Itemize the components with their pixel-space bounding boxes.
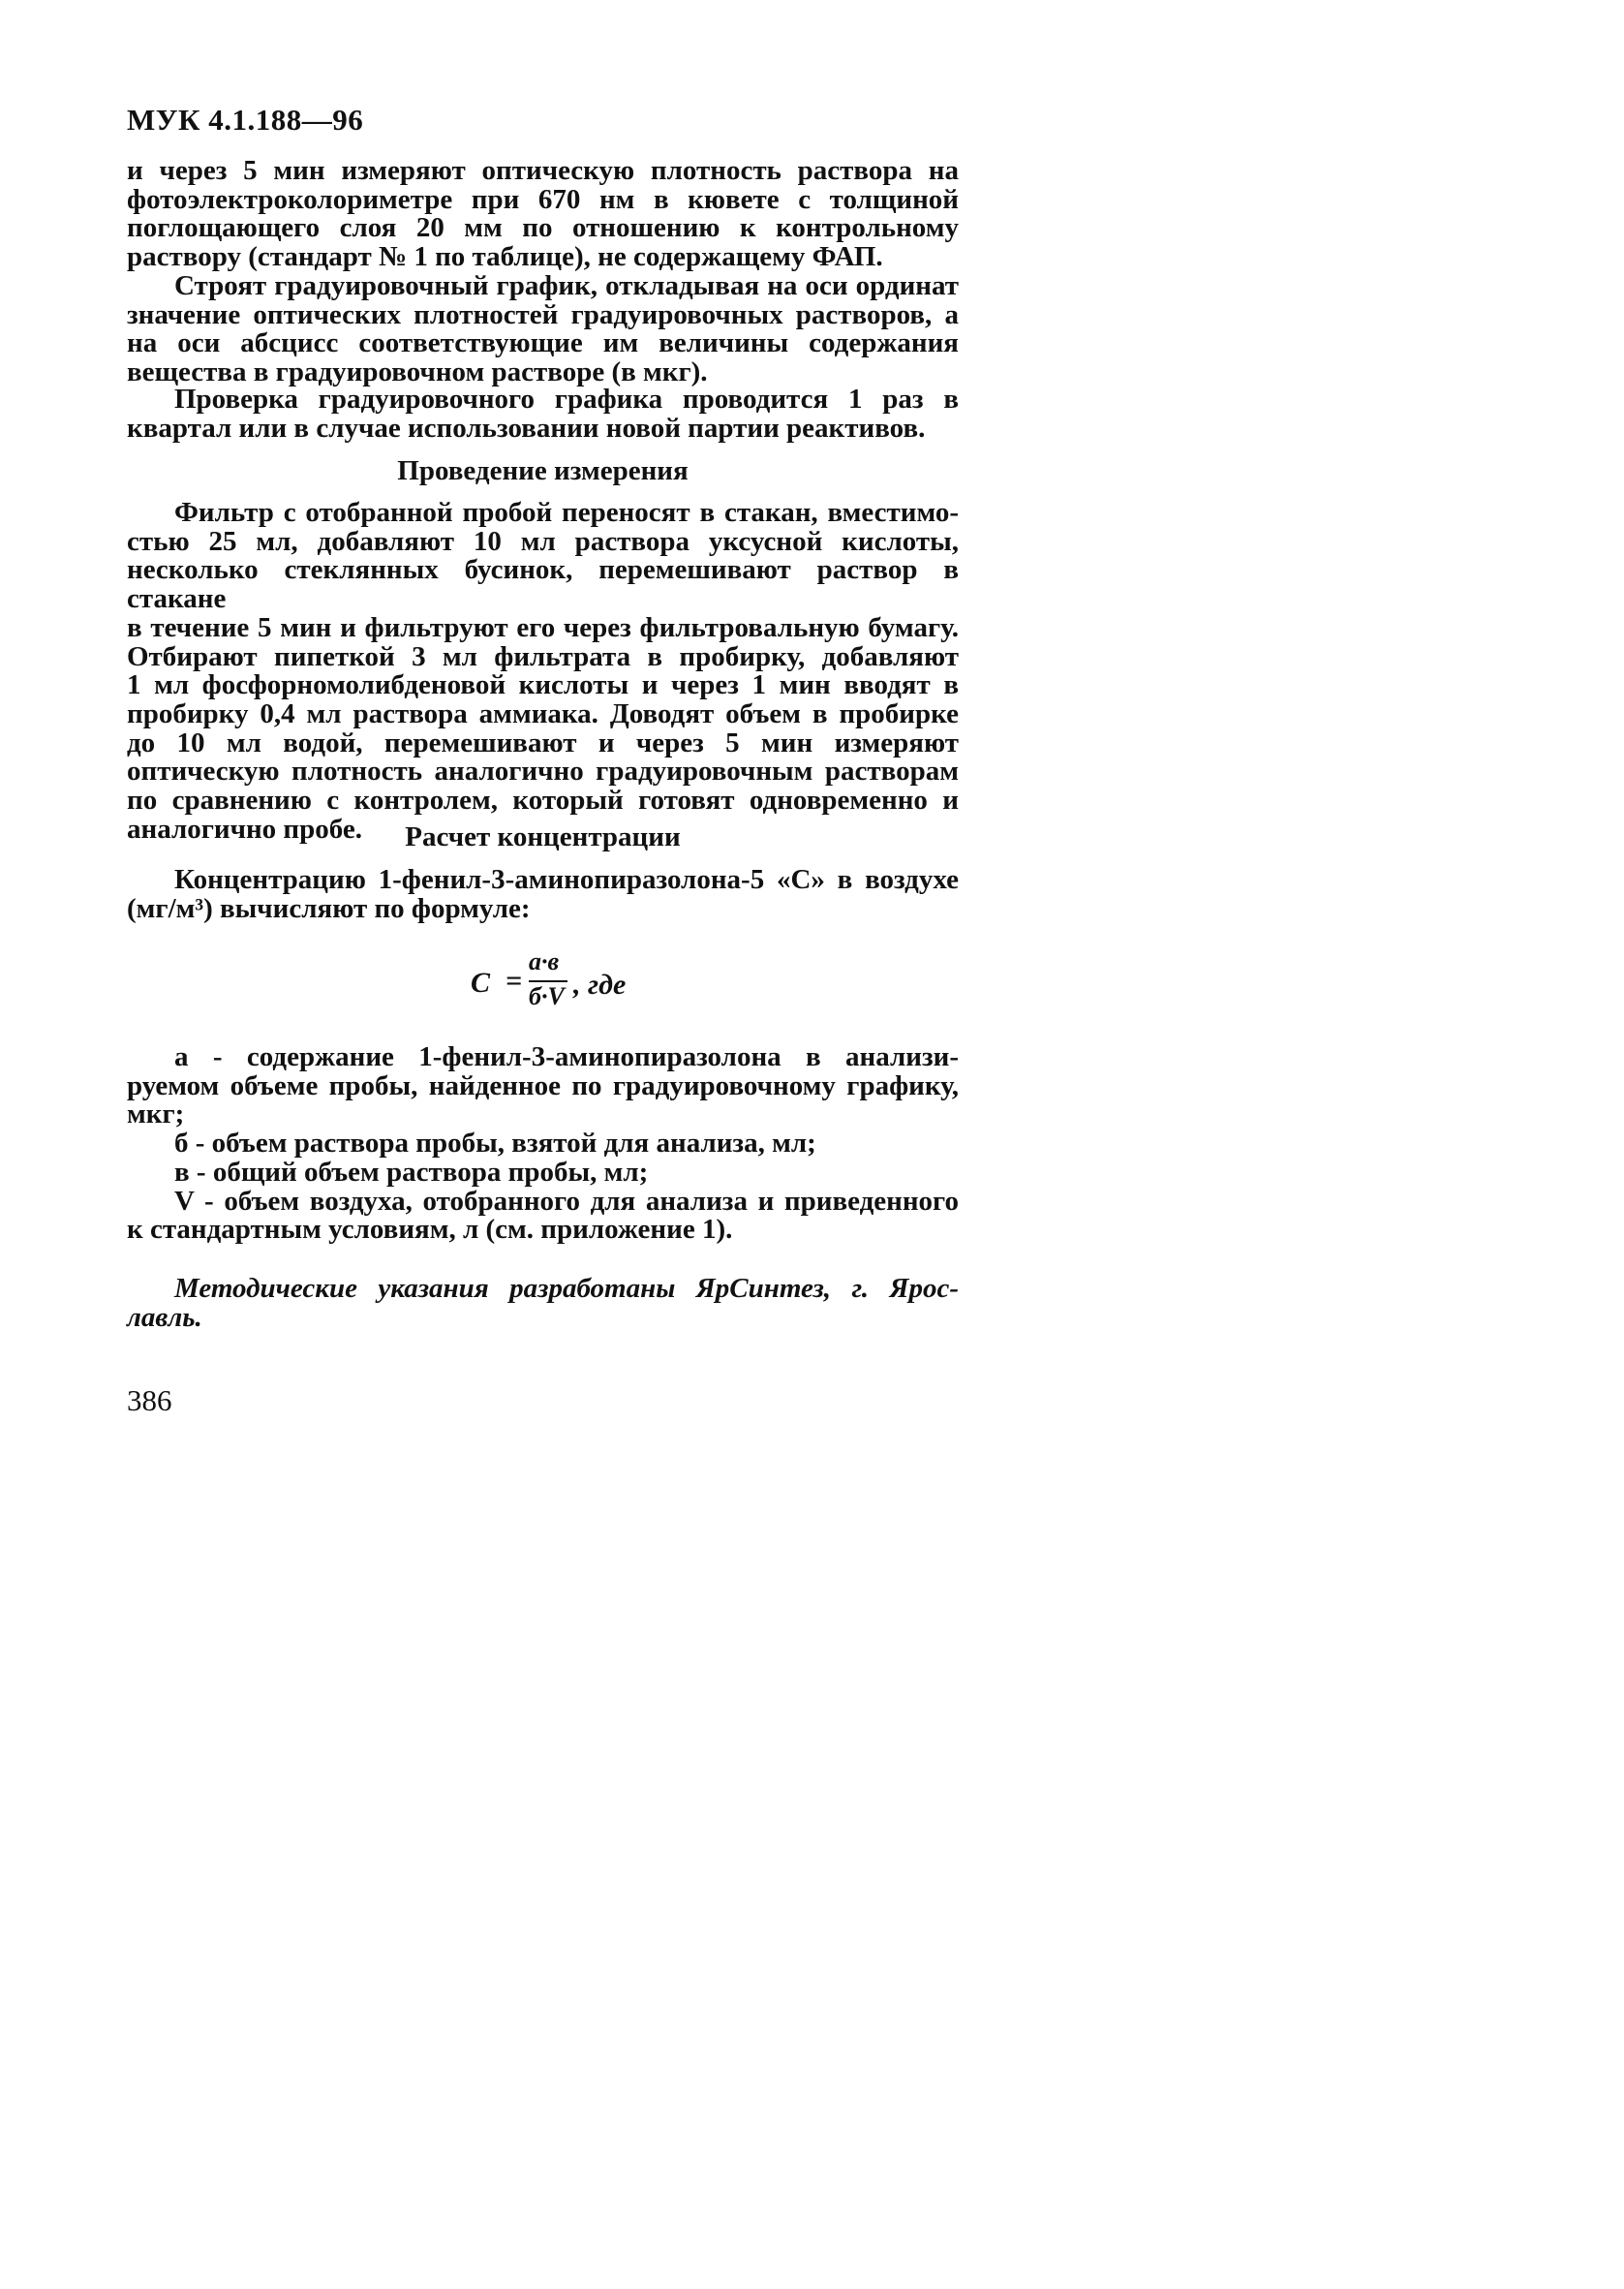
text-line: Фильтр с отобранной пробой переносят в стакан, вместимо- (174, 497, 959, 528)
text-line: на оси абсцисс соответствующие им величины содержания (127, 327, 959, 359)
paragraph-graph-check (127, 386, 959, 443)
text-line: аналогично пробе. (127, 813, 363, 845)
text-line: и через 5 мин измеряют оптическую плотность раствора на (127, 155, 959, 186)
text-line: оптическую плотность аналогично градуировочным растворам (127, 756, 959, 788)
text-line: квартал или в случае использовании новой партии реактивов. (127, 412, 926, 444)
text-line: пробирку 0,4 мл раствора аммиака. Доводят объем в пробирке (127, 697, 959, 729)
formula-lhs: C (471, 967, 491, 999)
definition-line: а - содержание 1-фенил-3-аминопиразолона в анализи- (174, 1041, 959, 1072)
text-line: Концентрацию 1-фенил-3-аминопиразолона-5 «С» в воздухе (174, 864, 959, 895)
section-heading-measurement: Проведение измерения (397, 455, 689, 486)
text-line: в течение 5 мин и фильтруют его через фильтровальную бумагу. (127, 611, 959, 643)
text-line: поглощающего слоя 20 мм по отношению к контрольному (127, 212, 959, 244)
text-line: лавль. (127, 1302, 202, 1333)
text-line: Строят градуировочный график, откладывая на оси ординат (174, 270, 959, 301)
formula-equals: = (506, 965, 523, 997)
concentration-formula (471, 947, 684, 1025)
definition-line: в - общий объем раствора пробы, мл; (174, 1156, 649, 1188)
formula-numerator: а·в (529, 947, 560, 975)
text-line: (мг/м³) вычисляют по формуле: (127, 892, 531, 924)
text-line: по сравнению с контролем, который готовят одновременно и (127, 785, 959, 817)
document-page (0, 0, 1065, 1501)
text-line: вещества в градуировочном растворе (в мкг). (127, 356, 708, 388)
formula-denominator: б·V (529, 982, 565, 1010)
text-line: значение оптических плотностей градуировочных растворов, а (127, 298, 959, 330)
definition-line: руемом объеме пробы, найденное по градуировочному графику, (127, 1069, 959, 1101)
text-line: стью 25 мл, добавляют 10 мл раствора уксусной кислоты, (127, 525, 959, 557)
text-line: Проверка градуировочного графика проводится 1 раз в (174, 384, 959, 415)
definition-line: к стандартным условиям, л (см. приложение 1). (127, 1214, 733, 1246)
definition-line: б - объем раствора пробы, взятой для анализа, мл; (174, 1128, 816, 1160)
definition-line: V - объем воздуха, отобранного для анализа и приведенного (174, 1185, 959, 1217)
definition-line: мкг; (127, 1098, 185, 1130)
developer-note (127, 1274, 959, 1332)
variable-definitions (127, 1043, 959, 1245)
paragraph-measurement-procedure (127, 499, 959, 844)
text-line: 1 мл фосфорномолибденовой кислоты и через 1 мин вводят в (127, 669, 959, 701)
text-line: фотоэлектроколориметре при 670 нм в кювете с толщиной (127, 183, 959, 215)
page-number: 386 (127, 1383, 172, 1417)
text-line: Отбирают пипеткой 3 мл фильтрата в пробирку, добавляют (127, 640, 959, 672)
text-line: несколько стеклянных бусинок, перемешивают раствор в стакане (127, 554, 959, 615)
formula-tail: , где (573, 969, 627, 1001)
paragraph-calibration-graph (127, 272, 959, 387)
paragraph-measurement-intro (127, 157, 959, 272)
text-line: Методические указания разработаны ЯрСинтез, г. Ярос- (174, 1273, 959, 1304)
document-header: МУК 4.1.188—96 (127, 103, 364, 137)
text-line: до 10 мл водой, перемешивают и через 5 мин измеряют (127, 727, 959, 758)
section-heading-calculation: Расчет концентрации (405, 821, 681, 852)
text-line: раствору (стандарт № 1 по таблице), не содержащему ФАП. (127, 241, 883, 273)
paragraph-concentration-intro (127, 866, 959, 923)
